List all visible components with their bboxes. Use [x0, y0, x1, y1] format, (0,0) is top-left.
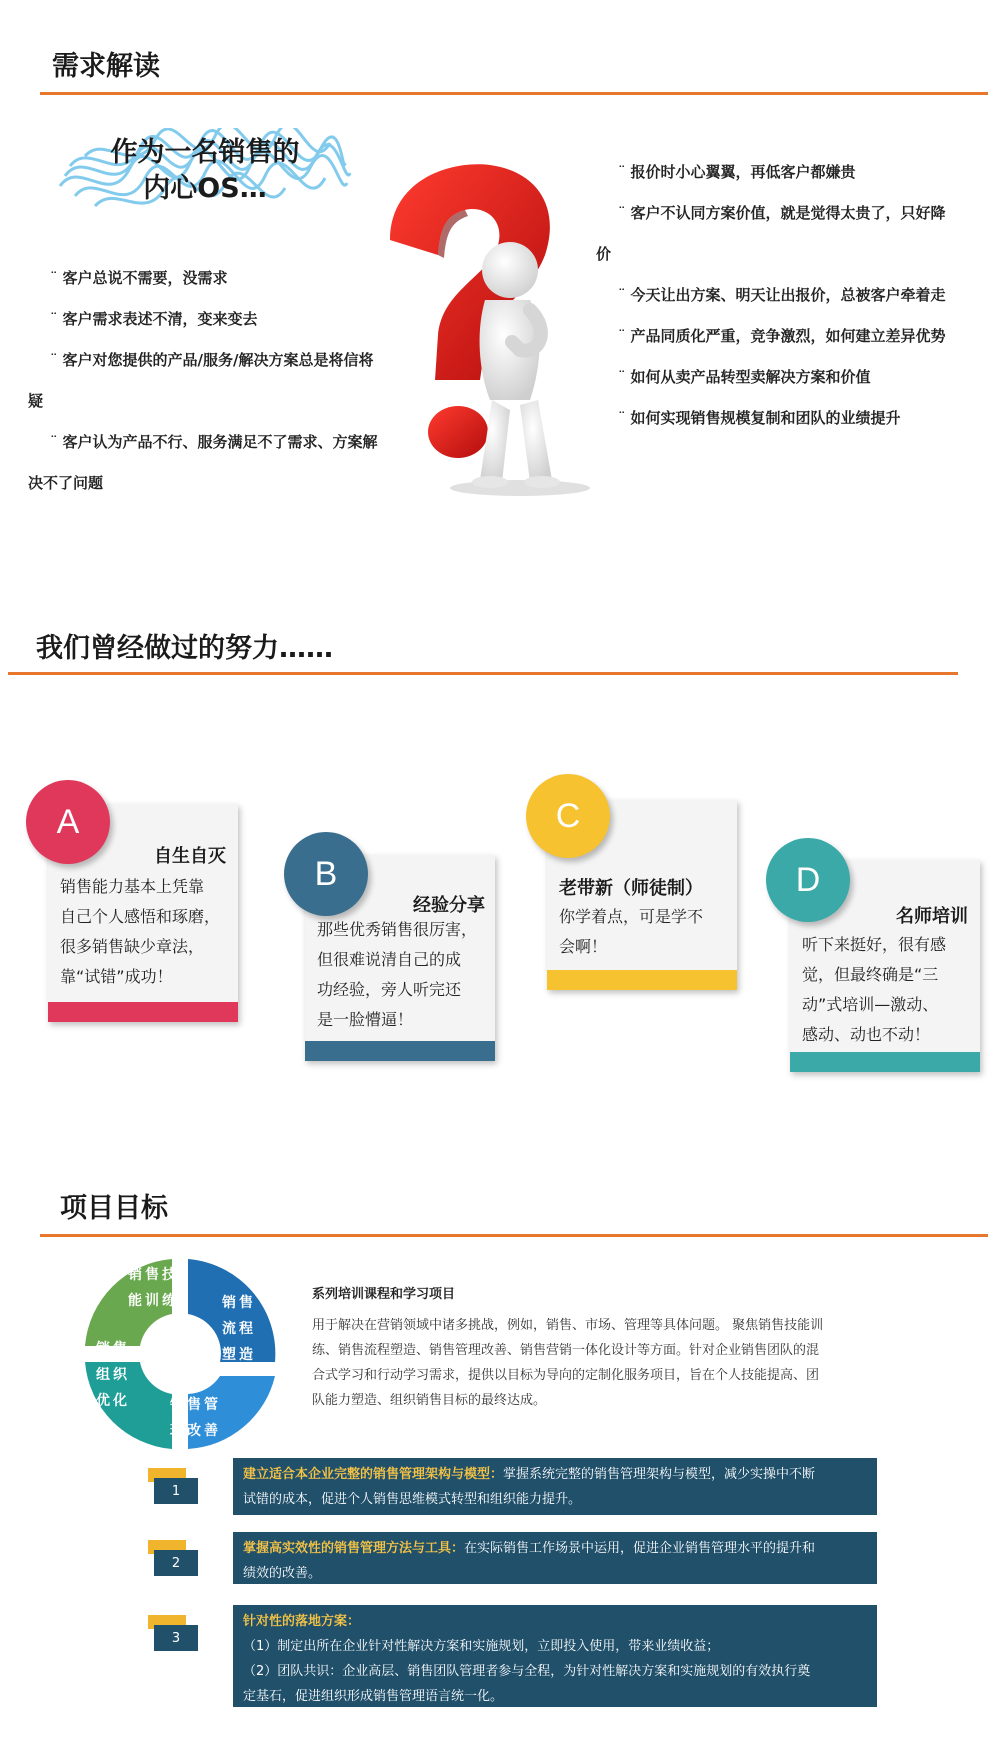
- card-title: 老带新（师徒制）: [559, 878, 703, 899]
- list-item-continuation: 疑: [28, 392, 44, 410]
- section-heading-efforts: 我们曾经做过的努力……: [36, 633, 333, 664]
- list-item: ¨ 如何从卖产品转型卖解决方案和价值: [618, 368, 871, 386]
- section-divider: [40, 1234, 988, 1237]
- list-item: ¨ 报价时小心翼翼，再低客户都嫌贵: [618, 163, 856, 181]
- card-accent-bar: [305, 1041, 495, 1061]
- card-text: 你学着点，可是学不 会啊！: [559, 907, 704, 956]
- card-text: 听下来挺好，很有感 觉，但最终确是“三 动”式培训—激动、 感动、动也不动！: [802, 935, 947, 1044]
- list-item: ¨ 产品同质化严重，竞争激烈，如何建立差异优势: [618, 327, 946, 345]
- section-divider: [40, 92, 988, 95]
- os-title-line2: 内心OS…: [143, 173, 267, 204]
- section-heading-needs: 需求解读: [52, 51, 160, 82]
- list-item: ¨ 客户总说不需要，没需求: [50, 269, 228, 287]
- badge-letter-b: B: [284, 832, 368, 916]
- list-item: ¨ 客户需求表述不清，变来变去: [50, 310, 258, 328]
- card-text: 那些优秀销售很厉害， 但很难说清自己的成 功经验，旁人听完还 是一脸懵逼！: [317, 920, 478, 1029]
- goal-box-3: 针对性的落地方案： （1）制定出所在企业针对性解决方案和实施规划，立即投入使用，带来业绩收益； （2）团队共识：企业高层、销售团队管理者参与全程，为针对性解决方案和实施规划的有效执行奠 定基石，促进组织形成销售管理语言统一化。: [233, 1605, 877, 1707]
- list-item: ¨ 客户对您提供的产品/服务/解决方案总是将信将: [50, 351, 374, 369]
- right-concern-list: [596, 152, 996, 439]
- wheel-label-process: 销售 流程 塑造: [222, 1295, 256, 1363]
- badge-letter-d: D: [766, 838, 850, 922]
- list-item: ¨ 今天让出方案、明天让出报价，总被客户牵着走: [618, 286, 946, 304]
- section-divider: [8, 672, 958, 675]
- goal-number-3: 3: [148, 1615, 208, 1651]
- card-accent-bar: [48, 1002, 238, 1022]
- goal-number-1: 1: [148, 1468, 208, 1504]
- os-title-line1: 作为一名销售的: [110, 137, 300, 168]
- card-accent-bar: [547, 970, 737, 990]
- badge-letter-a: A: [26, 780, 110, 864]
- wheel-label-skills: 销售技 能训练: [128, 1267, 179, 1309]
- badge-letter-c: C: [526, 774, 610, 858]
- list-item: ¨ 客户不认同方案价值，就是觉得太贵了，只好降: [618, 204, 946, 222]
- card-accent-bar: [790, 1052, 980, 1072]
- list-item-continuation: 价: [596, 245, 612, 263]
- wheel-label-management: 销售管 理改善: [170, 1397, 221, 1439]
- card-text: 销售能力基本上凭靠 自己个人感悟和琢磨， 很多销售缺少章法， 靠“试错”成功！: [60, 877, 221, 986]
- left-concern-list: [28, 258, 423, 504]
- goal-box-1: 建立适合本企业完整的销售管理架构与模型：掌握系统完整的销售管理架构与模型，减少实操中不断 试错的成本，促进个人销售思维模式转型和组织能力提升。: [233, 1458, 877, 1515]
- goal-box-2: 掌握高实效性的销售管理方法与工具：在实际销售工作场景中运用，促进企业销售管理水平的提升和 绩效的改善。: [233, 1532, 877, 1584]
- description-title: 系列培训课程和学习项目: [312, 1287, 456, 1302]
- list-item: ¨ 客户认为产品不行、服务满足不了需求、方案解: [50, 433, 378, 451]
- card-title: 自生自灭: [154, 846, 226, 867]
- list-item-continuation: 决不了问题: [28, 474, 104, 492]
- list-item: ¨ 如何实现销售规模复制和团队的业绩提升: [618, 409, 901, 427]
- goal-number-2: 2: [148, 1540, 208, 1576]
- wheel-label-organization: 销售 组织 优化: [96, 1341, 130, 1409]
- card-title: 名师培训: [896, 906, 968, 927]
- card-title: 经验分享: [413, 895, 485, 916]
- section-heading-goals: 项目目标: [60, 1193, 168, 1224]
- description-text: 用于解决在营销领域中诸多挑战，例如，销售、市场、管理等具体问题。 聚焦销售技能训 练、销售流程塑造、销售管理改善、销售营销一体化设计等方面。针对企业销售团队的混 合式学习和行动学习需求，提供以目标为导向的定制化服务项目，旨在个人技能提高、团 队能力塑造、组织销售目标的最终达成。: [312, 1318, 824, 1408]
